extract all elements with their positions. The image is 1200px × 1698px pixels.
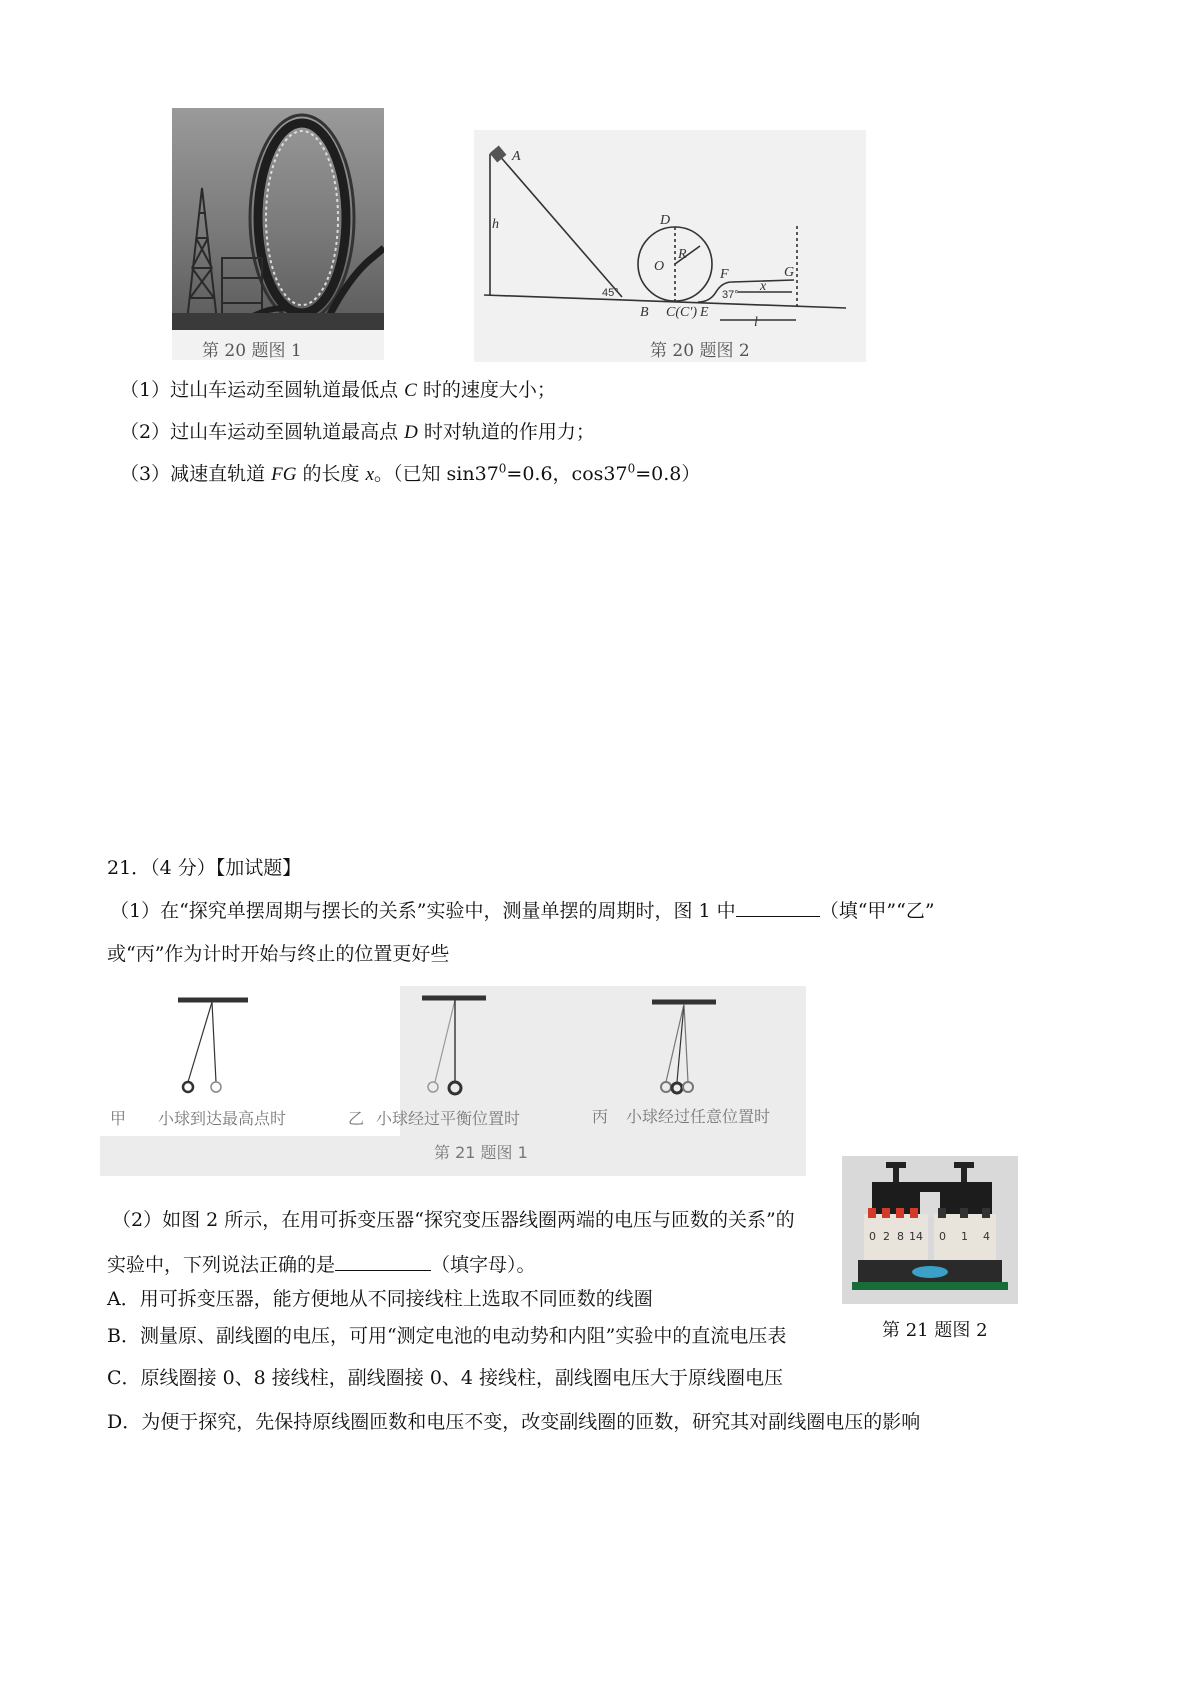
option-c: C．原线圈接 0、8 接线柱，副线圈接 0、4 接线柱，副线圈电压大于原线圈电压 [107,1367,784,1389]
desc-jia: 小球到达最高点时 [158,1109,287,1128]
terminal-14: 14 [909,1230,923,1243]
terminal-2: 2 [883,1230,890,1243]
q20-part3: （3）减速直轨道 FG 的长度 x。（已知 $\sin 37^0=0.6$，$\cos 37^0=0.8$） [120,461,701,485]
label-h: h [492,217,499,232]
q20-part2: （2）过山车运动至圆轨道最高点 D 时对轨道的作用力； [120,421,595,443]
label-d: D [660,213,671,228]
terminal-0a: 0 [869,1230,876,1243]
label-a: A [512,149,521,164]
label-jia: 甲 [110,1109,127,1128]
fig21-2 [842,1156,1018,1346]
fig20-2-caption: 第 20 题图 2 [650,341,750,361]
fig21-1 [100,986,806,1176]
q21-part2-line2: 实验中，下列说法正确的是 （填字母）。 [107,1254,536,1276]
fig21-2-caption: 第 21 题图 2 [882,1320,988,1341]
label-x: x [760,279,767,294]
fig21-1-caption: 第 21 题图 1 [434,1143,528,1162]
fig20-1-caption: 第 20 题图 1 [202,341,302,361]
desc-bing: 小球经过任意位置时 [626,1107,771,1126]
q21-part2-line1: （2）如图 2 所示，在用可拆变压器“探究变压器线圈两端的电压与匝数的关系”的 [112,1209,795,1231]
label-bing: 丙 [592,1107,609,1126]
fig20-2-diagram [474,130,866,362]
terminal-1: 1 [961,1230,968,1243]
transformer-photo [842,1156,1018,1304]
desc-yi: 小球经过平衡位置时 [376,1109,521,1128]
label-e: E [700,305,709,320]
option-b: B．测量原、副线圈的电压，可用“测定电池的电动势和内阻”实验中的直流电压表 [107,1325,787,1347]
answer-blank-2[interactable] [335,1252,431,1271]
label-b: B [640,305,649,320]
label-yi: 乙 [348,1109,365,1128]
angle-45: 45° [602,287,619,299]
terminal-4: 4 [983,1230,990,1243]
label-c: C(C') [666,305,697,320]
label-r: R [678,247,687,262]
q21-part1-line2: 或“丙”作为计时开始与终止的位置更好些 [107,943,450,965]
q20-part1: （1）过山车运动至圆轨道最低点 C 时的速度大小； [120,379,556,401]
label-l: l [754,315,758,330]
option-d: D．为便于探究，先保持原线圈匝数和电压不变，改变副线圈的匝数，研究其对副线圈电压的影响 [107,1411,921,1433]
fig20-1-photo [172,108,384,360]
option-a: A．用可拆变压器，能方便地从不同接线柱上选取不同匝数的线圈 [107,1288,653,1310]
label-f: F [720,267,729,282]
roller-coaster-photo [172,108,384,360]
track-diagram [474,130,866,362]
terminal-0b: 0 [939,1230,946,1243]
q21-part1-line1: （1）在“探究单摆周期与摆长的关系”实验中，测量单摆的周期时，图 1 中 （填“甲”“乙” [110,900,935,922]
angle-37: 37° [722,289,739,301]
terminal-8: 8 [897,1230,904,1243]
q21-header: 21．（4 分）【加试题】 [107,857,302,879]
answer-blank-1[interactable] [736,898,820,917]
label-o: O [654,259,665,274]
pendulum-figure [100,986,806,1176]
label-g: G [784,265,795,280]
